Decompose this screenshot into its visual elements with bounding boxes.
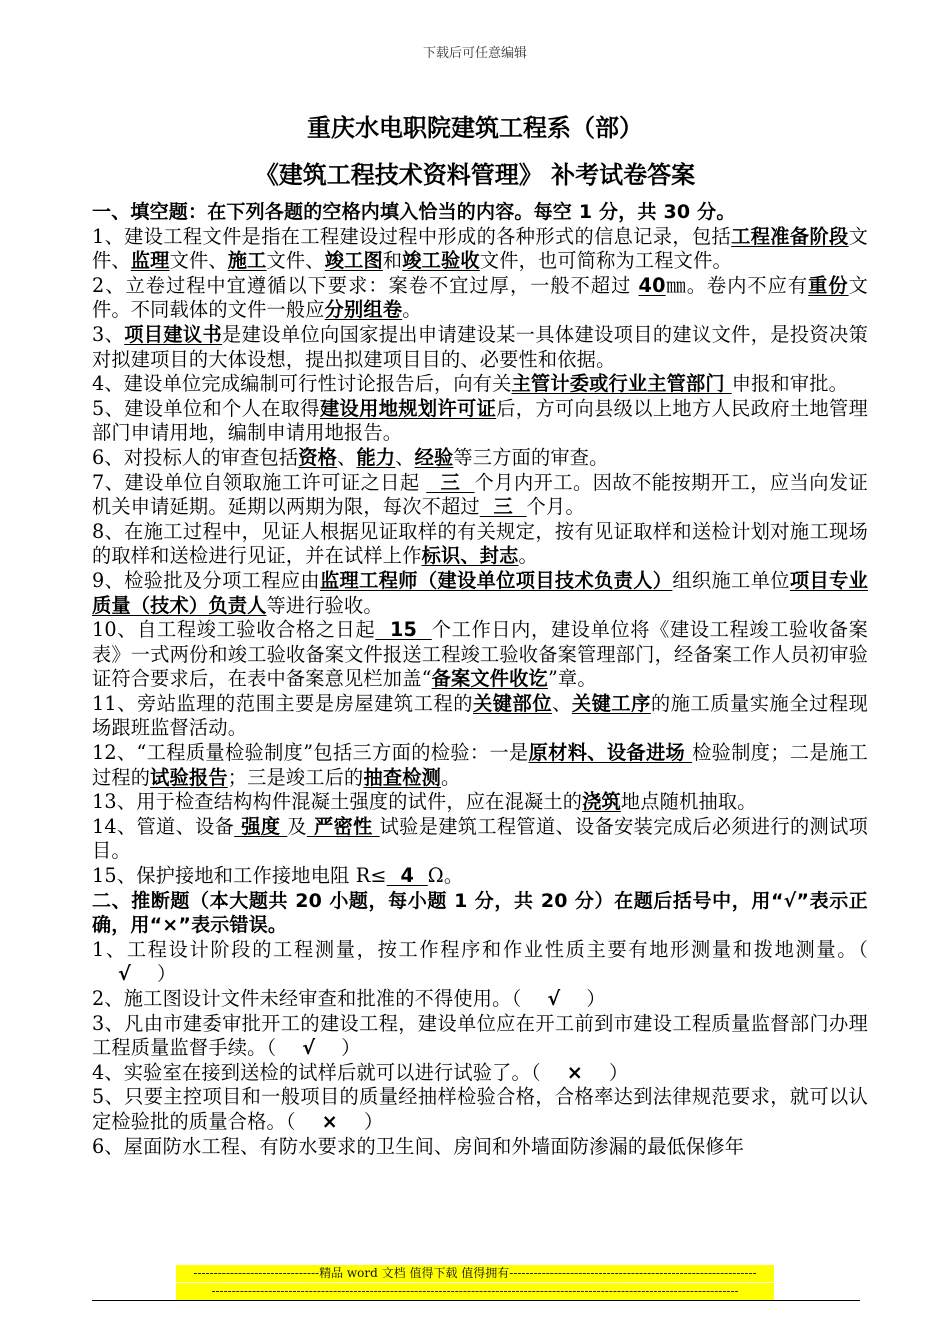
- answer: 项目建议书: [124, 322, 223, 346]
- judgment-3: 3、凡由市建委审批开工的建设工程，建设单位应在开工前到市建设工程质量监督部门办理工程质量监督手续。（ √ ）: [92, 1011, 868, 1060]
- cross-mark: ×: [321, 1109, 338, 1133]
- answer: 主管计委或行业主管部门: [511, 372, 732, 396]
- question-14: 14、管道、设备 强度 及 严密性 试验是建筑工程管道、设备安装完成后必须进行的测试项目。: [92, 814, 868, 863]
- check-mark: √: [547, 987, 561, 1010]
- answer: 竣工图: [324, 249, 383, 273]
- check-mark: √: [118, 962, 131, 986]
- answer: 严密性: [306, 814, 380, 838]
- footer-banner-dashes: ----------------------------------------------------------------------------------------------------------------------------------: [176, 1283, 774, 1300]
- footer-divider: [92, 1300, 860, 1301]
- answer: 重份: [808, 273, 849, 297]
- answer: 试验报告: [150, 765, 228, 789]
- question-11: 11、旁站监理的范围主要是房屋建筑工程的关键部位、关键工序的施工质量实施全过程现场跟班监督活动。: [92, 691, 869, 740]
- header-note: 下载后可任意编辑: [422, 46, 527, 61]
- question-2: 2、立卷过程中宜遵循以下要求：案卷不宜过厚，一般不超过 40㎜。卷内不应有重份文件。不同载体的文件一般应分别组卷。: [92, 273, 869, 322]
- answer: 竣工验收: [402, 249, 480, 273]
- answer: 15: [375, 618, 432, 642]
- question-1: 1、建设工程文件是指在工程建设过程中形成的各种形式的信息记录，包括工程准备阶段文件、监理文件、施工文件、竣工图和竣工验收文件，也可简称为工程文件。: [92, 224, 869, 273]
- question-10: 10、自工程竣工验收合格之日起 15 个工作日内，建设单位将《建设工程竣工验收备案表》一式两份和竣工验收备案文件报送工程竣工验收备案管理部门，经备案工作人员初审验证符合要求后，在表中备案意见栏加盖“备案文件收讫”章。: [92, 618, 868, 691]
- exam-title: 《建筑工程技术资料管理》 补考试卷答案: [254, 161, 696, 189]
- answer: 原材料、设备进场: [528, 741, 693, 765]
- answer: 关键部位: [473, 691, 553, 715]
- answer: 项目专业质量（技术）负责人: [92, 568, 868, 617]
- answer: 分别组卷: [324, 298, 403, 322]
- question-12: 12、“工程质量检验制度”包括三方面的检验：一是原材料、设备进场 检验制度；二是施工过程的试验报告；三是竣工后的抽查检测。: [92, 741, 868, 789]
- question-13: 13、用于检查结构构件混凝土强度的试件，应在混凝土的浇筑地点随机抽取。: [92, 790, 757, 814]
- judgment-1: 1、工程设计阶段的工程测量，按工作程序和作业性质主要有地形测量和拨地测量。（√ ）: [92, 937, 868, 986]
- check-mark: √: [302, 1036, 316, 1060]
- answer: 施工: [227, 249, 267, 273]
- answer: 抽查检测: [363, 765, 442, 789]
- judgment-5: 5、只要主控项目和一般项目的质量经抽样检验合格，合格率达到法律规范要求，就可以认定检验批的质量合格。（ × ）: [92, 1085, 868, 1133]
- judgment-6: 6、屋面防水工程、有防水要求的卫生间、房间和外墙面防渗漏的最低保修年: [92, 1134, 745, 1158]
- answer: 监理工程师（建设单位项目技术负责人）: [319, 568, 673, 592]
- answer: 关键工序: [571, 691, 651, 715]
- question-7: 7、建设单位自领取施工许可证之日起 三 个月内开工。因故不能按期开工，应当向发证机关申请延期。延期以两期为限，每次不超过 三 个月。: [92, 470, 868, 519]
- judgment-2: 2、施工图设计文件未经审查和批准的不得使用。（ √ ）: [92, 987, 606, 1010]
- question-9: 9、检验批及分项工程应由监理工程师（建设单位项目技术负责人）组织施工单位项目专业质量（技术）负责人等进行验收。: [92, 568, 868, 617]
- section2-heading: 二、推断题（本大题共 20 小题，每小题 1 分，共 20 分）在题后括号中，用“√”表示正确，用“×”表示错误。: [92, 889, 868, 937]
- question-5: 5、建设单位和个人在取得建设用地规划许可证后，方可向县级以上地方人民政府土地管理部门申请用地，编制申请用地报告。: [92, 396, 868, 445]
- footer-banner: -------------------------------精品 word 文档 值得下载 值得拥有-------------------------------------------------------------: [176, 1265, 774, 1282]
- answer: 三: [479, 495, 527, 519]
- section1-heading: 一、填空题：在下列各题的空格内填入恰当的内容。每空 1 分，共 30 分。: [92, 201, 736, 223]
- answer: 强度: [234, 814, 288, 838]
- judgment-4: 4、实验室在接到送检的试样后就可以进行试验了。（ × ）: [92, 1060, 629, 1084]
- answer: 建设用地规划许可证: [319, 396, 497, 420]
- answer: 4: [386, 864, 428, 888]
- answer: 工程准备阶段: [731, 224, 849, 248]
- answer: 三: [426, 470, 475, 494]
- answer: 备案文件收讫: [431, 667, 548, 691]
- page-title: 重庆水电职院建筑工程系（部）: [307, 114, 643, 142]
- answer: 40: [638, 273, 666, 297]
- question-8: 8、在施工过程中，见证人根据见证取样的有关规定，按有见证取样和送检计划对施工现场的取样和送检进行见证，并在试样上作标识、封志。: [92, 519, 868, 568]
- question-6: 6、对投标人的审查包括资格、能力、经验等三方面的审查。: [92, 445, 609, 469]
- answer: 能力: [356, 445, 396, 469]
- answer-content: [92, 200, 868, 1159]
- question-3: 3、项目建议书是建设单位向国家提出申请建设某一具体建设项目的建议文件，是投资决策对拟建项目的大体设想，提出拟建项目目的、必要性和依据。: [92, 322, 869, 371]
- cross-mark: ×: [566, 1060, 584, 1084]
- answer: 经验: [414, 445, 454, 469]
- answer: 浇筑: [582, 790, 621, 814]
- answer: 标识、封志: [421, 544, 519, 568]
- question-4: 4、建设单位完成编制可行性讨论报告后，向有关主管计委或行业主管部门 申报和审批。: [92, 372, 849, 396]
- question-15: 15、保护接地和工作接地电阻 R≤ 4 Ω。: [92, 864, 464, 888]
- answer: 资格: [298, 445, 338, 469]
- answer: 监理: [130, 249, 170, 273]
